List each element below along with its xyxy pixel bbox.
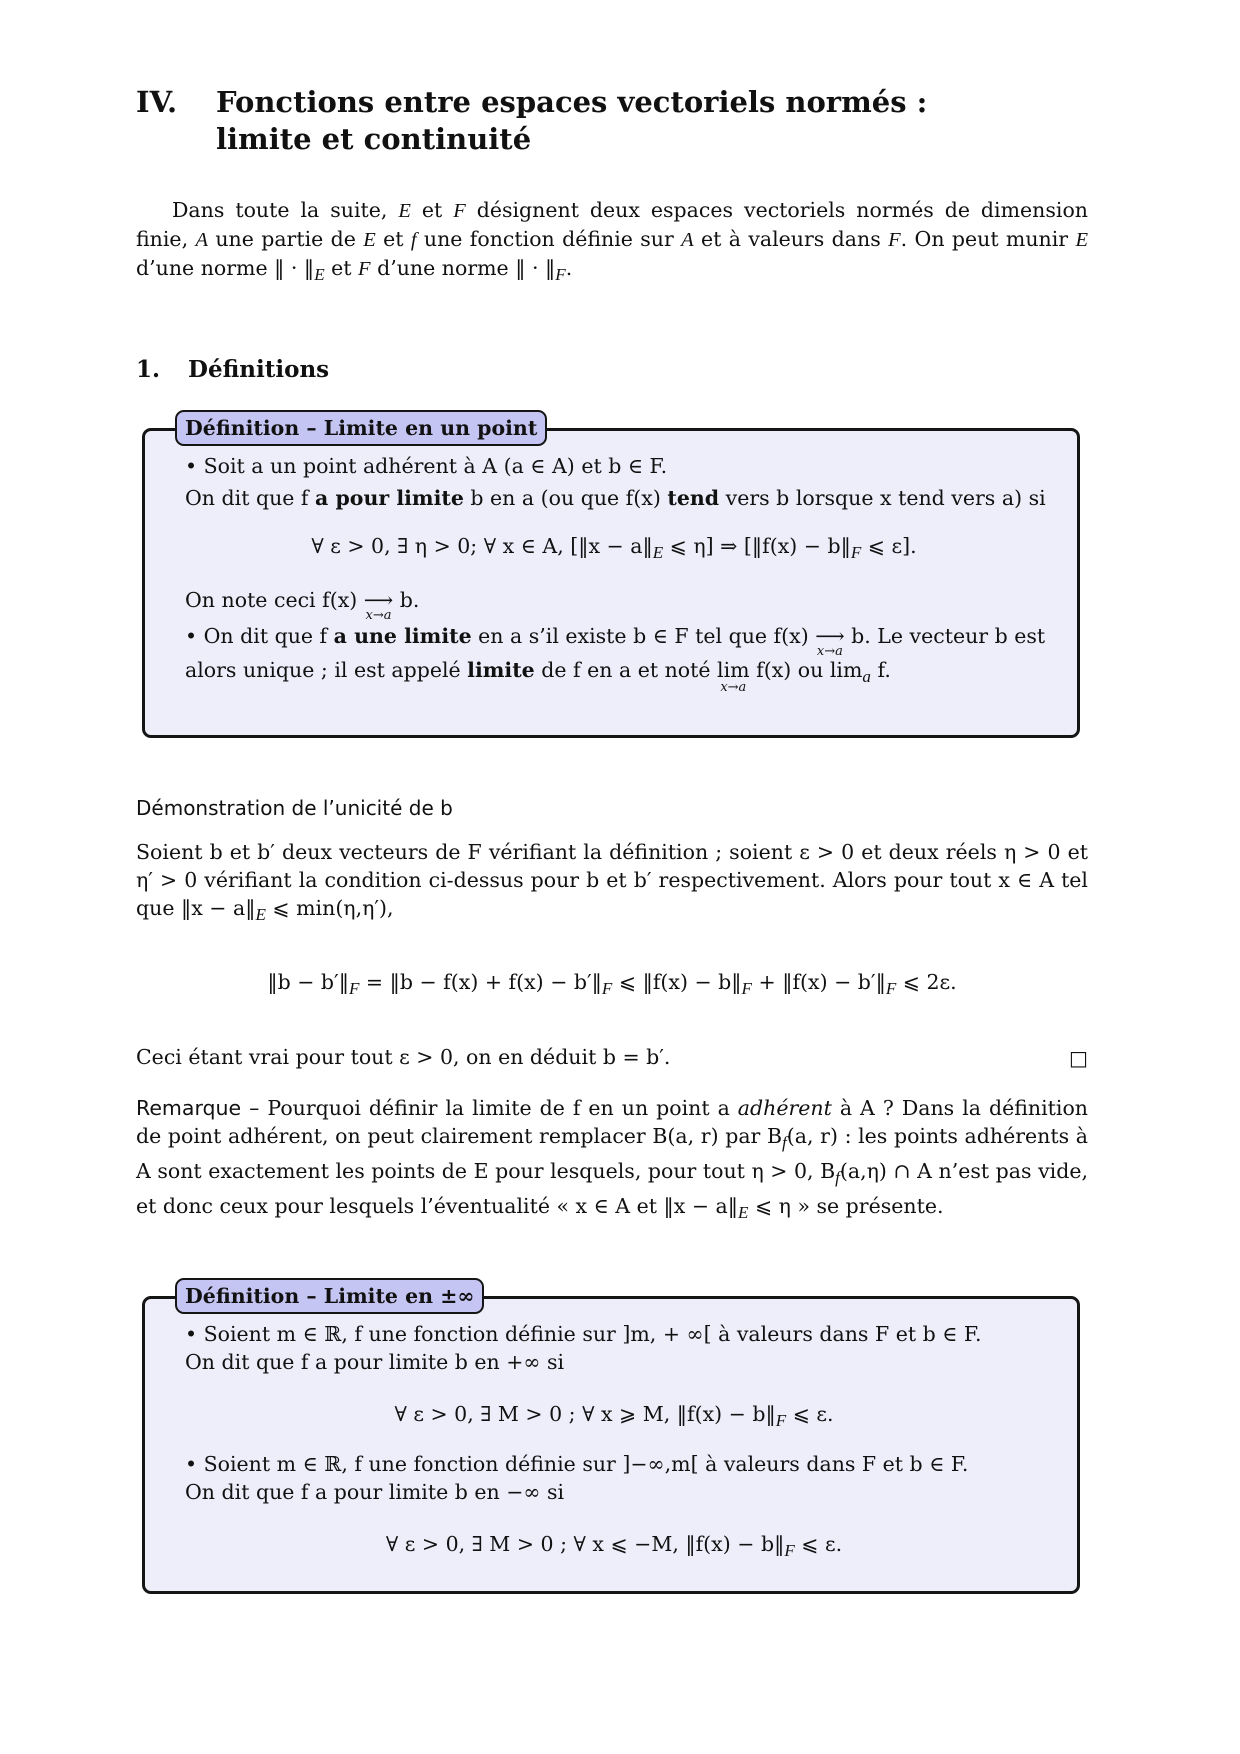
section-title: Définitions	[188, 356, 330, 383]
def2-line-4: On dit que f a pour limite b en −∞ si	[185, 1480, 565, 1504]
remark-paragraph: Remarque – Pourquoi définir la limite de f en un point a adhérent à A ? Dans la définition de point adhérent, on peut clairement remplacer B(a, r) par $B_f(a$, r) : les points adhérents à A sont exactement les points de E pour lesquels, pour tout η > 0, $B_f(a,\eta)$ ∩ A n’est pas vide, et donc ceux pour lesquels l’éventualité « x ∈ A et ‖x − $a‖_E$ ⩽ η » se présente.	[136, 1096, 1088, 1223]
proof-equation: ‖b − $b'‖_F$ = ‖b − $f(x) + f(x) - b'‖_F$ ⩽ ‖f(x) − $b‖_F$ + ‖f(x) − $b'‖_F$ ⩽ 2ε.	[267, 970, 957, 999]
def-line-4: • On dit que f a une limite en a s’il existe b ∈ F tel que f(x) ⟶ x→a b. Le vecteur b est	[185, 624, 1046, 659]
chapter-title-line1: Fonctions entre espaces vectoriels normés :	[216, 85, 928, 119]
def2-equation-1: ∀ ε > 0, ∃ M > 0 ; ∀ x ⩾ M, ‖f(x) − $b‖_F$ ⩽ ε.	[394, 1402, 834, 1431]
definition-title: Définition – Limite en ±∞	[175, 1278, 484, 1314]
def2-line-2: On dit que f a pour limite b en +∞ si	[185, 1350, 565, 1374]
def-notation: On note ceci f(x) ⟶ x→a b.	[185, 588, 420, 623]
chapter-number: IV.	[136, 85, 178, 119]
definition-box-limit-point	[142, 416, 1080, 738]
proof-paragraph: Soient b et b′ deux vecteurs de F vérifiant la définition ; soient ε > 0 et deux réels η > 0 et η′ > 0 vérifiant la condition ci-dessus pour b et b′ respectivement. Alors pour tout x ∈ A tel que ‖x − $a‖_E$ ⩽ min(η,η′),	[136, 840, 1088, 925]
def-line-1: • Soit a un point adhérent à A (a ∈ A) et b ∈ F.	[185, 454, 668, 478]
definition-box-limit-infinity	[142, 1284, 1080, 1594]
def-line-5: alors unique ; il est appelé limite de f en a et noté lim x→a f(x) ou $\lim_a f$.	[185, 658, 891, 695]
def2-line-1: • Soient m ∈ ℝ, f une fonction définie sur ]m, + ∞[ à valeurs dans F et b ∈ F.	[185, 1322, 982, 1346]
remark-label: Remarque –	[136, 1096, 260, 1120]
qed-symbol: □	[1069, 1046, 1088, 1070]
def-line-2: On dit que f a pour limite b en a (ou que f(x) tend vers b lorsque x tend vers a) si	[185, 486, 1046, 510]
proof-conclusion: Ceci étant vrai pour tout ε > 0, on en déduit b = b′.	[136, 1045, 671, 1069]
section-number: 1.	[136, 356, 161, 383]
intro-paragraph: Dans toute la suite, E et F désignent deux espaces vectoriels normés de dimension finie, A une partie de E et f une fonction définie sur A et à valeurs dans F. On peut munir E d’une norme ‖ · $‖_E$ et F d’une norme ‖ · $‖_F$.	[136, 198, 1088, 285]
proof-heading: Démonstration de l’unicité de b	[136, 796, 453, 820]
def-equation: ∀ ε > 0, ∃ η > 0; ∀ x ∈ A, [‖x − $a‖_E$ ⩽ η] ⇒ [‖f(x) − $b‖_F$ ⩽ ε].	[311, 534, 917, 563]
def2-equation-2: ∀ ε > 0, ∃ M > 0 ; ∀ x ⩽ −M, ‖f(x) − $b‖_F$ ⩽ ε.	[385, 1532, 843, 1561]
chapter-title-line2: limite et continuité	[216, 122, 532, 156]
def2-line-3: • Soient m ∈ ℝ, f une fonction définie sur ]−∞,m[ à valeurs dans F et b ∈ F.	[185, 1452, 969, 1476]
definition-title: Définition – Limite en un point	[175, 410, 547, 446]
